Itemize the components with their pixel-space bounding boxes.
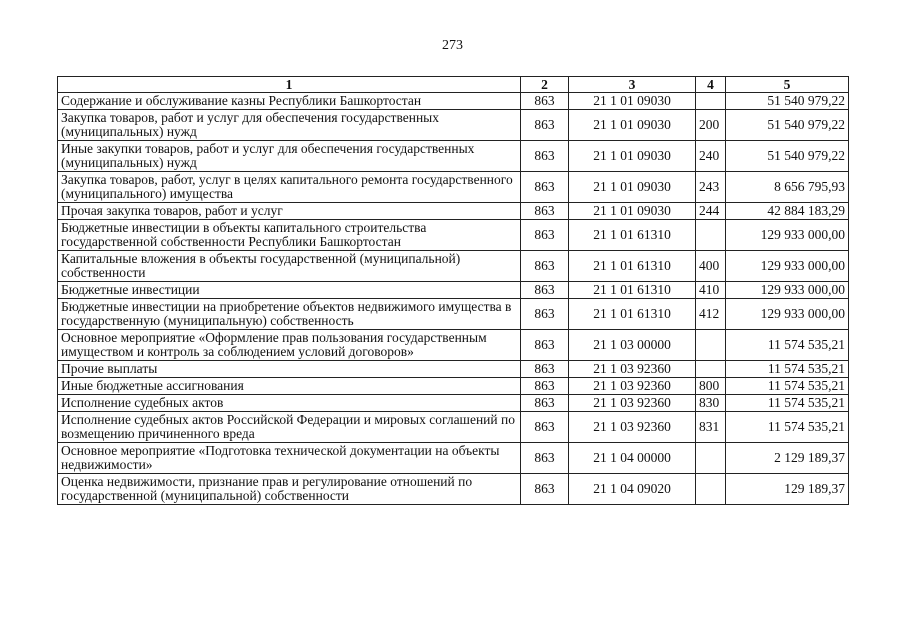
cell-amount: 129 933 000,00: [726, 299, 849, 330]
cell-name: Иные бюджетные ассигнования: [58, 378, 521, 395]
cell-expense: 243: [696, 172, 726, 203]
cell-ministry: 863: [521, 474, 569, 505]
cell-expense: 400: [696, 251, 726, 282]
cell-name: Бюджетные инвестиции на приобретение объектов недвижимого имущества в государственную (муниципальную) собственность: [58, 299, 521, 330]
table-row: [58, 110, 849, 141]
cell-target: 21 1 01 09030: [569, 203, 696, 220]
cell-name: Основное мероприятие «Оформление прав пользования государственным имуществом и контроль за соблюдением условий договоров»: [58, 330, 521, 361]
cell-ministry: 863: [521, 299, 569, 330]
table-row: [58, 395, 849, 412]
cell-amount: 51 540 979,22: [726, 93, 849, 110]
cell-amount: 51 540 979,22: [726, 141, 849, 172]
table-row: [58, 251, 849, 282]
cell-amount: 129 933 000,00: [726, 282, 849, 299]
cell-ministry: 863: [521, 172, 569, 203]
table-row: [58, 443, 849, 474]
cell-target: 21 1 01 09030: [569, 172, 696, 203]
cell-ministry: 863: [521, 203, 569, 220]
cell-ministry: 863: [521, 395, 569, 412]
cell-ministry: 863: [521, 282, 569, 299]
cell-expense: 831: [696, 412, 726, 443]
table-body: [58, 93, 849, 505]
cell-amount: 11 574 535,21: [726, 395, 849, 412]
cell-amount: 129 189,37: [726, 474, 849, 505]
cell-name: Закупка товаров, работ, услуг в целях капитального ремонта государственного (муниципального) имущества: [58, 172, 521, 203]
table-row: [58, 282, 849, 299]
cell-amount: 129 933 000,00: [726, 251, 849, 282]
cell-target: 21 1 03 92360: [569, 395, 696, 412]
cell-expense: 410: [696, 282, 726, 299]
cell-ministry: 863: [521, 141, 569, 172]
cell-expense: 240: [696, 141, 726, 172]
table-row: [58, 361, 849, 378]
budget-table: [57, 76, 849, 505]
cell-name: Прочие выплаты: [58, 361, 521, 378]
table-row: [58, 220, 849, 251]
cell-target: 21 1 03 00000: [569, 330, 696, 361]
cell-expense: [696, 443, 726, 474]
cell-amount: 42 884 183,29: [726, 203, 849, 220]
cell-amount: 11 574 535,21: [726, 378, 849, 395]
table-row: [58, 93, 849, 110]
cell-amount: 51 540 979,22: [726, 110, 849, 141]
cell-target: 21 1 01 61310: [569, 220, 696, 251]
header-cell-ministry: 2: [521, 77, 569, 93]
cell-expense: [696, 220, 726, 251]
header-cell-expense: 4: [696, 77, 726, 93]
cell-target: 21 1 03 92360: [569, 378, 696, 395]
cell-name: Исполнение судебных актов: [58, 395, 521, 412]
cell-name: Бюджетные инвестиции в объекты капитального строительства государственной собственности Республики Башкортостан: [58, 220, 521, 251]
cell-name: Капитальные вложения в объекты государственной (муниципальной) собственности: [58, 251, 521, 282]
cell-expense: 412: [696, 299, 726, 330]
cell-target: 21 1 03 92360: [569, 361, 696, 378]
cell-name: Прочая закупка товаров, работ и услуг: [58, 203, 521, 220]
cell-name: Бюджетные инвестиции: [58, 282, 521, 299]
cell-target: 21 1 04 00000: [569, 443, 696, 474]
table-row: [58, 330, 849, 361]
cell-expense: 244: [696, 203, 726, 220]
header-cell-target: 3: [569, 77, 696, 93]
cell-amount: 129 933 000,00: [726, 220, 849, 251]
cell-ministry: 863: [521, 93, 569, 110]
cell-amount: 11 574 535,21: [726, 412, 849, 443]
table-row: [58, 172, 849, 203]
cell-amount: 11 574 535,21: [726, 330, 849, 361]
cell-ministry: 863: [521, 378, 569, 395]
cell-expense: [696, 361, 726, 378]
cell-expense: [696, 474, 726, 505]
cell-expense: [696, 330, 726, 361]
cell-name: Основное мероприятие «Подготовка технической документации на объекты недвижимости»: [58, 443, 521, 474]
cell-name: Закупка товаров, работ и услуг для обеспечения государственных (муниципальных) нужд: [58, 110, 521, 141]
table-row: [58, 474, 849, 505]
cell-expense: [696, 93, 726, 110]
cell-name: Оценка недвижимости, признание прав и регулирование отношений по государственной (муниципальной) собственности: [58, 474, 521, 505]
header-cell-amount: 5: [726, 77, 849, 93]
cell-expense: 200: [696, 110, 726, 141]
cell-name: Иные закупки товаров, работ и услуг для обеспечения государственных (муниципальных) нужд: [58, 141, 521, 172]
cell-ministry: 863: [521, 412, 569, 443]
cell-expense: 830: [696, 395, 726, 412]
page-number: 273: [442, 38, 463, 53]
cell-target: 21 1 03 92360: [569, 412, 696, 443]
header-row: [58, 77, 849, 93]
cell-name: Исполнение судебных актов Российской Федерации и мировых соглашений по возмещению причиненного вреда: [58, 412, 521, 443]
cell-expense: 800: [696, 378, 726, 395]
cell-target: 21 1 01 61310: [569, 251, 696, 282]
cell-target: 21 1 04 09020: [569, 474, 696, 505]
cell-target: 21 1 01 09030: [569, 141, 696, 172]
cell-target: 21 1 01 61310: [569, 299, 696, 330]
header-cell-name: 1: [58, 77, 521, 93]
table-row: [58, 378, 849, 395]
table-row: [58, 141, 849, 172]
cell-target: 21 1 01 09030: [569, 93, 696, 110]
table-row: [58, 412, 849, 443]
cell-target: 21 1 01 09030: [569, 110, 696, 141]
cell-name: Содержание и обслуживание казны Республики Башкортостан: [58, 93, 521, 110]
cell-ministry: 863: [521, 443, 569, 474]
cell-amount: 2 129 189,37: [726, 443, 849, 474]
cell-target: 21 1 01 61310: [569, 282, 696, 299]
cell-ministry: 863: [521, 251, 569, 282]
cell-amount: 8 656 795,93: [726, 172, 849, 203]
cell-ministry: 863: [521, 330, 569, 361]
cell-ministry: 863: [521, 110, 569, 141]
cell-ministry: 863: [521, 220, 569, 251]
table-row: [58, 299, 849, 330]
cell-amount: 11 574 535,21: [726, 361, 849, 378]
cell-ministry: 863: [521, 361, 569, 378]
table-row: [58, 203, 849, 220]
